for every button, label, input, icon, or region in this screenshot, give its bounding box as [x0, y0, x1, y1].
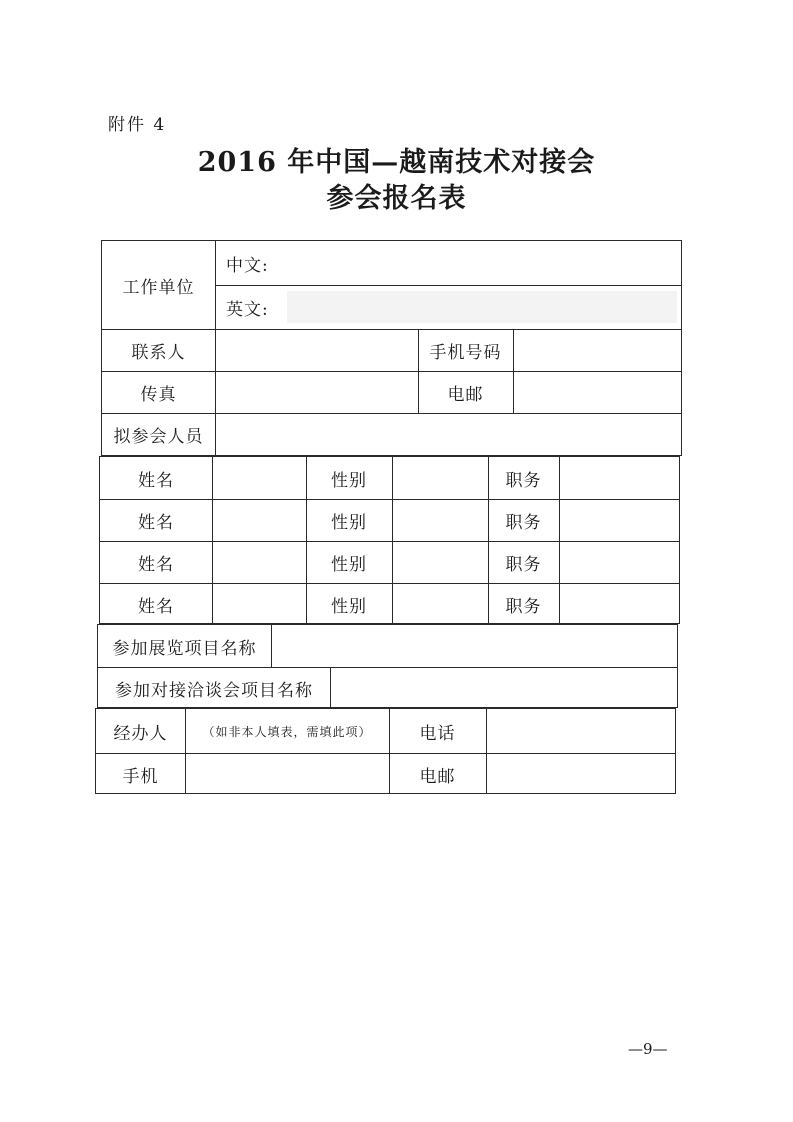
english-name-field[interactable]	[287, 291, 677, 323]
form-subtitle: 参会报名表	[326, 183, 467, 214]
attendee-2-gender-label: 性别	[331, 512, 367, 533]
english-name-label: 英文:	[226, 299, 269, 320]
attendee-4-position-label: 职务	[505, 596, 542, 617]
mobile-number-label: 手机号码	[429, 342, 502, 363]
attendee-2-name-label: 姓名	[138, 512, 174, 533]
attendee-3-position-field[interactable]	[560, 542, 678, 582]
attendee-4-position-field[interactable]	[560, 584, 678, 622]
phone-label: 电话	[419, 723, 456, 744]
attendee-4-gender-label: 性别	[331, 596, 367, 617]
attendee-1-gender-field[interactable]	[393, 458, 487, 498]
attendee-2-gender-field[interactable]	[393, 500, 487, 540]
fax-field[interactable]	[216, 372, 417, 412]
attendee-2-position-label: 职务	[505, 512, 542, 533]
attendee-1-position-field[interactable]	[560, 458, 678, 498]
negotiation-project-field[interactable]	[331, 668, 676, 706]
mobile-number-field[interactable]	[514, 330, 680, 370]
project-block	[97, 624, 678, 708]
attendee-2-position-field[interactable]	[560, 500, 678, 540]
attendee-3-position-label: 职务	[505, 554, 542, 575]
attendee-1-name-label: 姓名	[138, 470, 174, 491]
contact-person-label: 联系人	[131, 342, 186, 363]
attendee-3-name-field[interactable]	[213, 542, 305, 582]
fax-label: 传真	[140, 384, 177, 405]
contact-person-field[interactable]	[216, 330, 417, 370]
attendee-3-gender-field[interactable]	[393, 542, 487, 582]
attendee-1-position-label: 职务	[505, 470, 542, 491]
attendee-2-name-field[interactable]	[213, 500, 305, 540]
attendee-3-name-label: 姓名	[138, 554, 174, 575]
attendee-4-name-label: 姓名	[138, 596, 174, 617]
handler-email-label: 电邮	[419, 766, 456, 787]
page-number: —9—	[628, 1040, 668, 1058]
attendee-4-name-field[interactable]	[213, 584, 305, 622]
phone-field[interactable]	[487, 710, 674, 752]
form-block-contact	[101, 240, 682, 456]
attendee-table	[99, 456, 680, 624]
handler-block	[95, 708, 676, 794]
mobile-label: 手机	[122, 766, 159, 787]
attendees-label: 拟参会人员	[113, 426, 204, 447]
exhibition-project-label: 参加展览项目名称	[112, 638, 257, 659]
attendee-1-name-field[interactable]	[213, 458, 305, 498]
attendees-field[interactable]	[216, 414, 680, 454]
handler-note: （如非本人填表，需填此项）	[202, 724, 372, 739]
email-label: 电邮	[447, 384, 484, 405]
exhibition-project-field[interactable]	[272, 626, 676, 666]
negotiation-project-label: 参加对接洽谈会项目名称	[115, 680, 313, 701]
attendee-3-gender-label: 性别	[331, 554, 367, 575]
attendee-1-gender-label: 性别	[331, 470, 367, 491]
email-field[interactable]	[514, 372, 680, 412]
attendee-4-gender-field[interactable]	[393, 584, 487, 622]
attachment-label: 附件 4	[108, 115, 167, 135]
form-title: 2016 年中国—越南技术对接会	[197, 147, 596, 178]
work-unit-label: 工作单位	[122, 277, 195, 298]
mobile-field[interactable]	[186, 754, 388, 792]
handler-email-field[interactable]	[487, 754, 674, 792]
handler-label: 经办人	[113, 723, 168, 744]
chinese-name-label: 中文:	[226, 255, 269, 276]
